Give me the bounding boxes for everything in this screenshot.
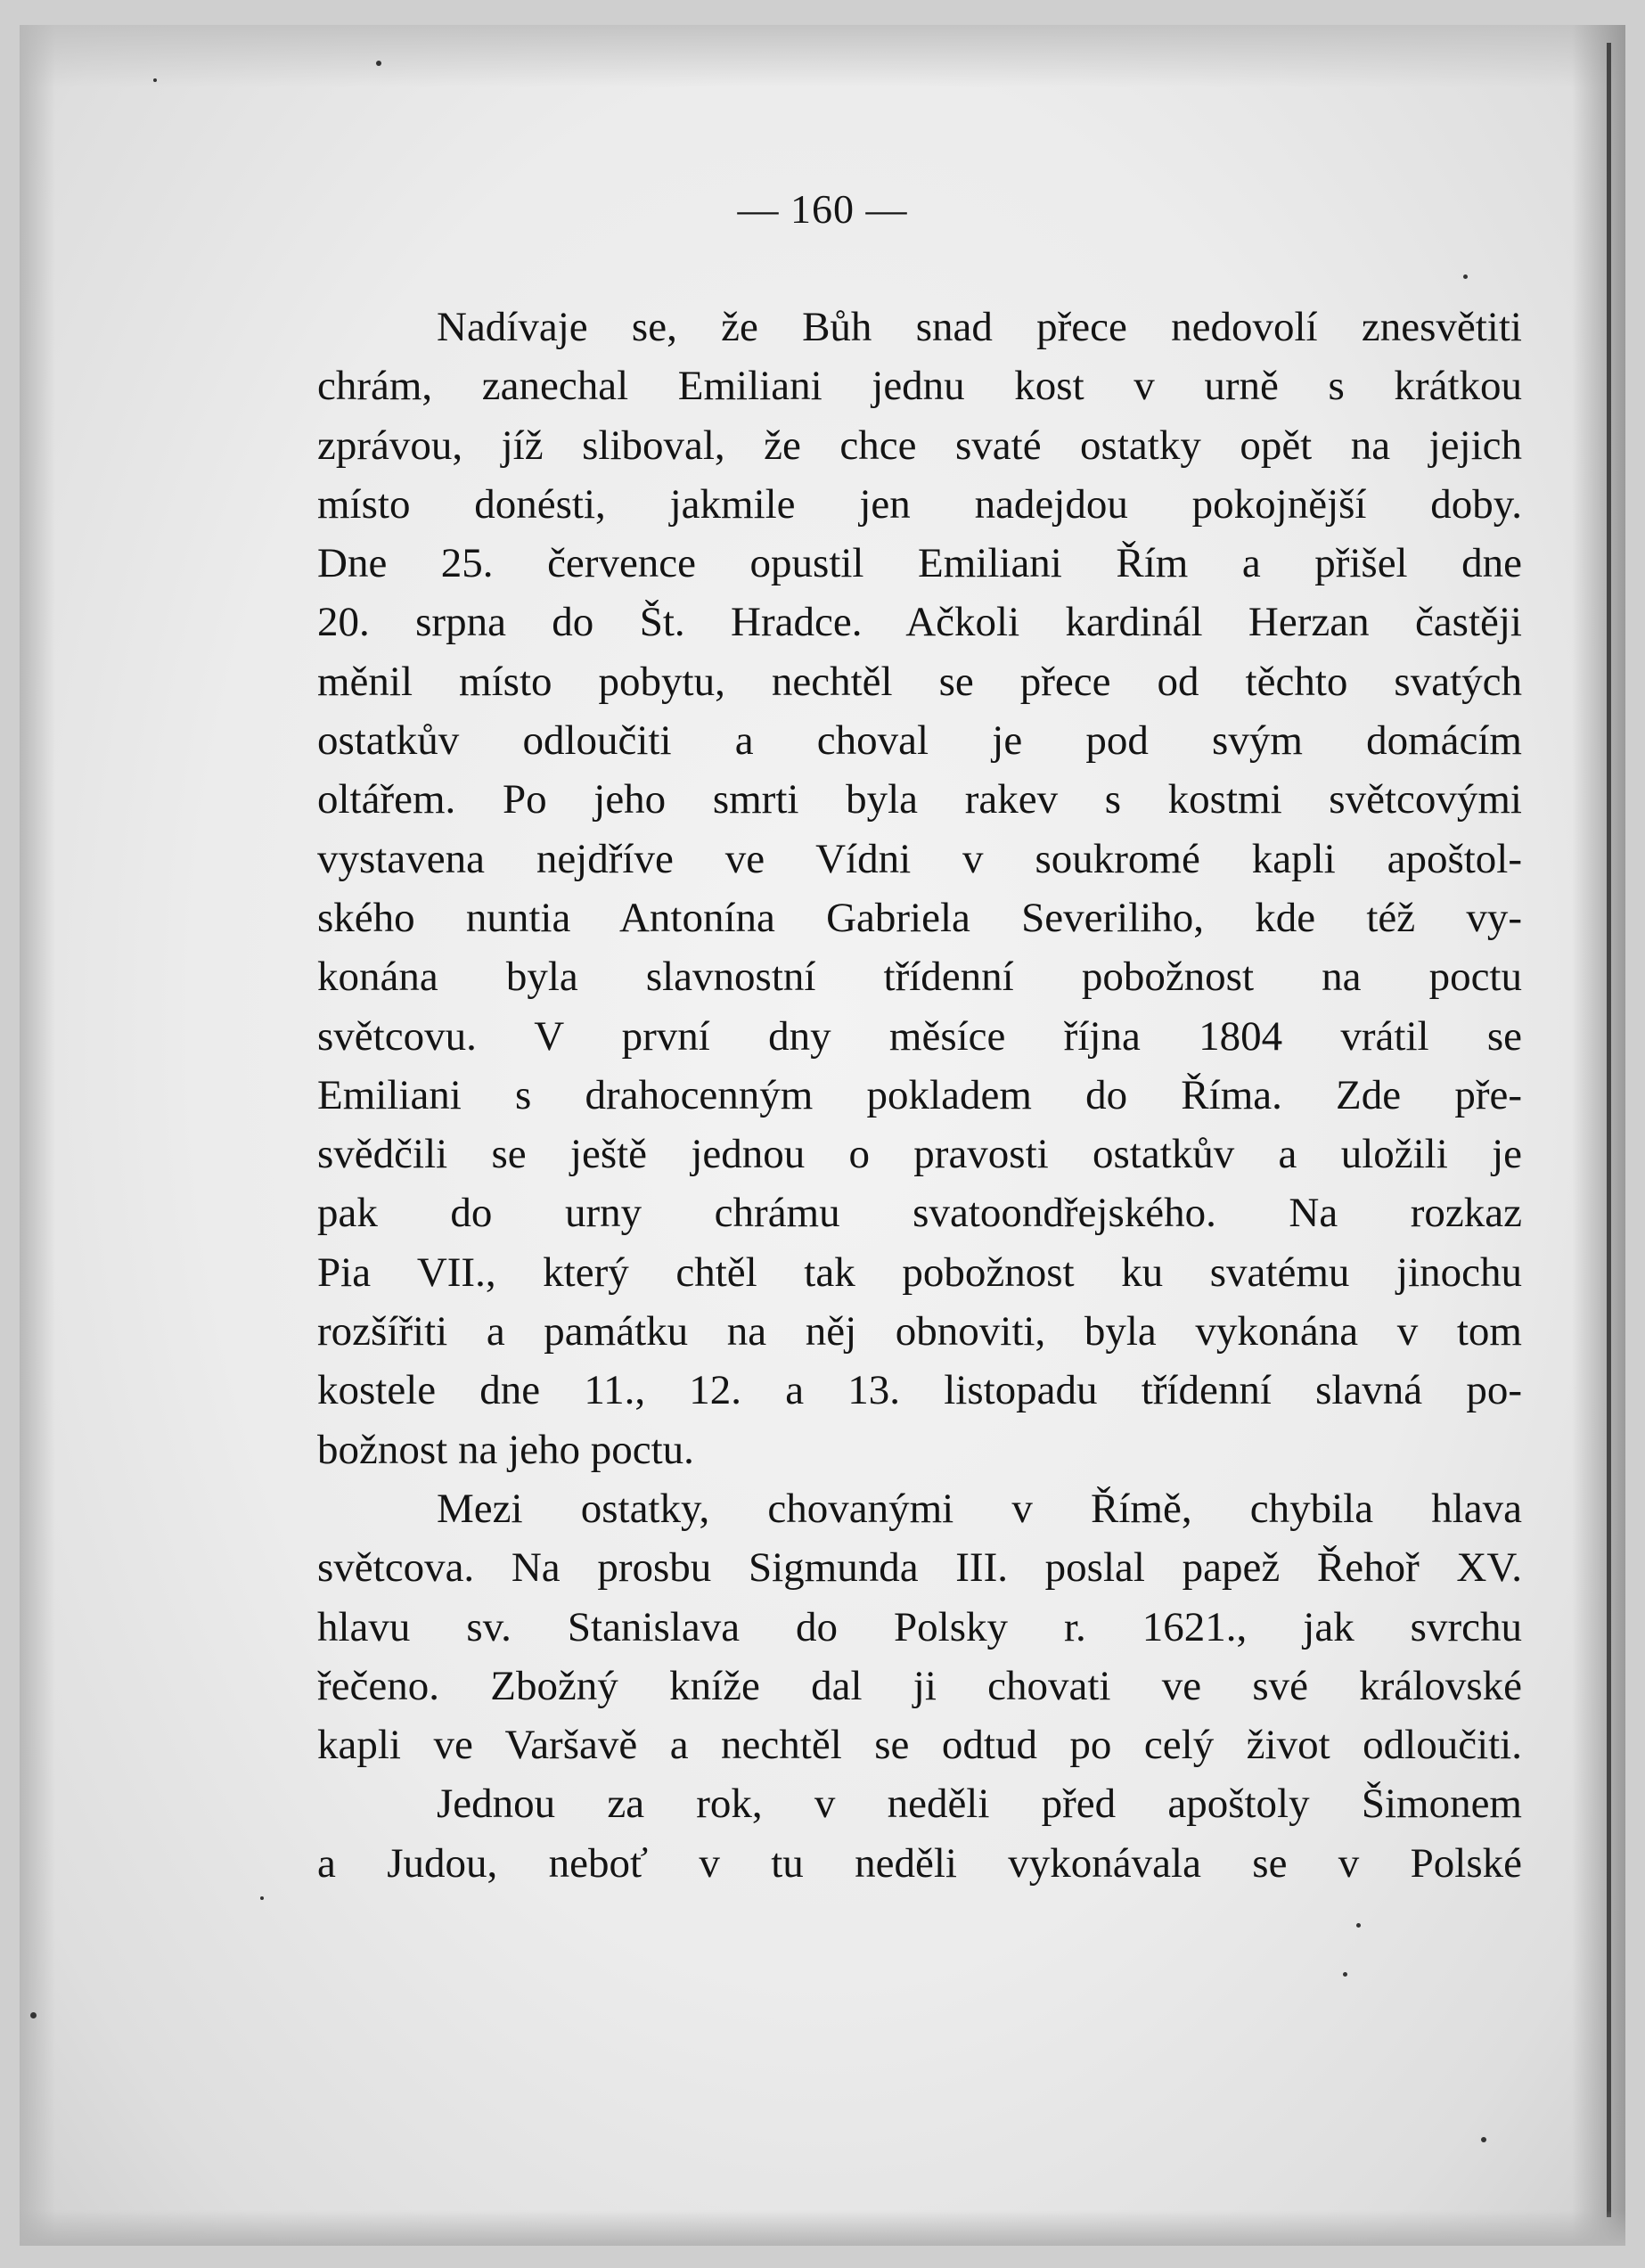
paragraph-3 <box>317 1774 1522 1893</box>
text-line: Mezi ostatky, chovanými v Římě, chybila hlava <box>437 1485 1522 1532</box>
paper-speck <box>1463 274 1468 279</box>
text-line: chrám, zanechal Emiliani jednu kost v urně s krátkou <box>317 363 1522 410</box>
paper-speck <box>30 2012 37 2018</box>
text-line: vystavena nejdříve ve Vídni v soukromé kapli apoštol- <box>317 835 1522 882</box>
text-line: řečeno. Zbožný kníže dal ji chovati ve své královské <box>317 1662 1522 1709</box>
text-line: světcova. Na prosbu Sigmunda III. poslal papež Řehoř XV. <box>317 1544 1522 1592</box>
text-line: Jednou za rok, v neděli před apoštoly Šimonem <box>437 1781 1522 1828</box>
paragraph-1 <box>317 298 1522 1479</box>
text-line: světcovu. V první dny měsíce října 1804 vrátil se <box>317 1012 1522 1060</box>
text-line: svědčili se ještě jednou o pravosti ostatkův a uložili je <box>317 1131 1522 1178</box>
body-text <box>317 298 1522 1893</box>
paper-speck <box>376 61 381 66</box>
text-line: božnost na jeho poctu. <box>317 1426 694 1473</box>
text-line: kapli ve Varšavě a nechtěl se odtud po celý život odloučiti. <box>317 1722 1522 1769</box>
paper-speck <box>1356 1923 1361 1928</box>
page-edge-line <box>1607 43 1611 2217</box>
text-line: rozšířiti a památku na něj obnoviti, byla vykonána v tom <box>317 1308 1522 1355</box>
page-shadow-bottom <box>20 2210 1625 2246</box>
text-line: Emiliani s drahocenným pokladem do Říma. Zde pře- <box>317 1071 1522 1118</box>
text-line: 20. srpna do Št. Hradce. Ačkoli kardinál Herzan častěji <box>317 599 1522 646</box>
text-line: konána byla slavnostní třídenní pobožnost na poctu <box>317 954 1522 1001</box>
text-line: a Judou, neboť v tu neděli vykonávala se v Polské <box>317 1839 1522 1887</box>
text-line: ostatkův odloučiti a choval je pod svým domácím <box>317 717 1522 765</box>
text-line: kostele dne 11., 12. a 13. listopadu třídenní slavná po- <box>317 1367 1522 1414</box>
page-shadow-right <box>1572 25 1625 2246</box>
page-number: — 160 — <box>737 186 908 232</box>
paper-speck <box>1481 2137 1486 2142</box>
paragraph-2 <box>317 1479 1522 1774</box>
text-line: Nadívaje se, že Bůh snad přece nedovolí znesvětiti <box>437 304 1522 350</box>
text-line: místo donésti, jakmile jen nadejdou pokojnější doby. <box>317 480 1522 528</box>
text-line: ského nuntia Antonína Gabriela Severiliho, kde též vy- <box>317 894 1522 941</box>
paper-speck <box>153 78 157 82</box>
paper-speck <box>1343 1972 1347 1977</box>
text-line: hlavu sv. Stanislava do Polsky r. 1621., jak svrchu <box>317 1603 1522 1650</box>
text-line: oltářem. Po jeho smrti byla rakev s kostmi světcovými <box>317 776 1522 823</box>
text-line: Pia VII., který chtěl tak pobožnost ku svatému jinochu <box>317 1249 1522 1296</box>
page-shadow-left <box>20 25 55 2246</box>
text-line: Dne 25. července opustil Emiliani Řím a přišel dne <box>317 540 1522 587</box>
text-line: měnil místo pobytu, nechtěl se přece od těchto svatých <box>317 658 1522 705</box>
text-line: pak do urny chrámu svatoondřejského. Na rozkaz <box>317 1190 1522 1237</box>
text-line: zprávou, jíž sliboval, že chce svaté ostatky opět na jejich <box>317 422 1522 469</box>
page-shadow-top <box>20 25 1625 87</box>
paper-speck <box>260 1896 264 1900</box>
